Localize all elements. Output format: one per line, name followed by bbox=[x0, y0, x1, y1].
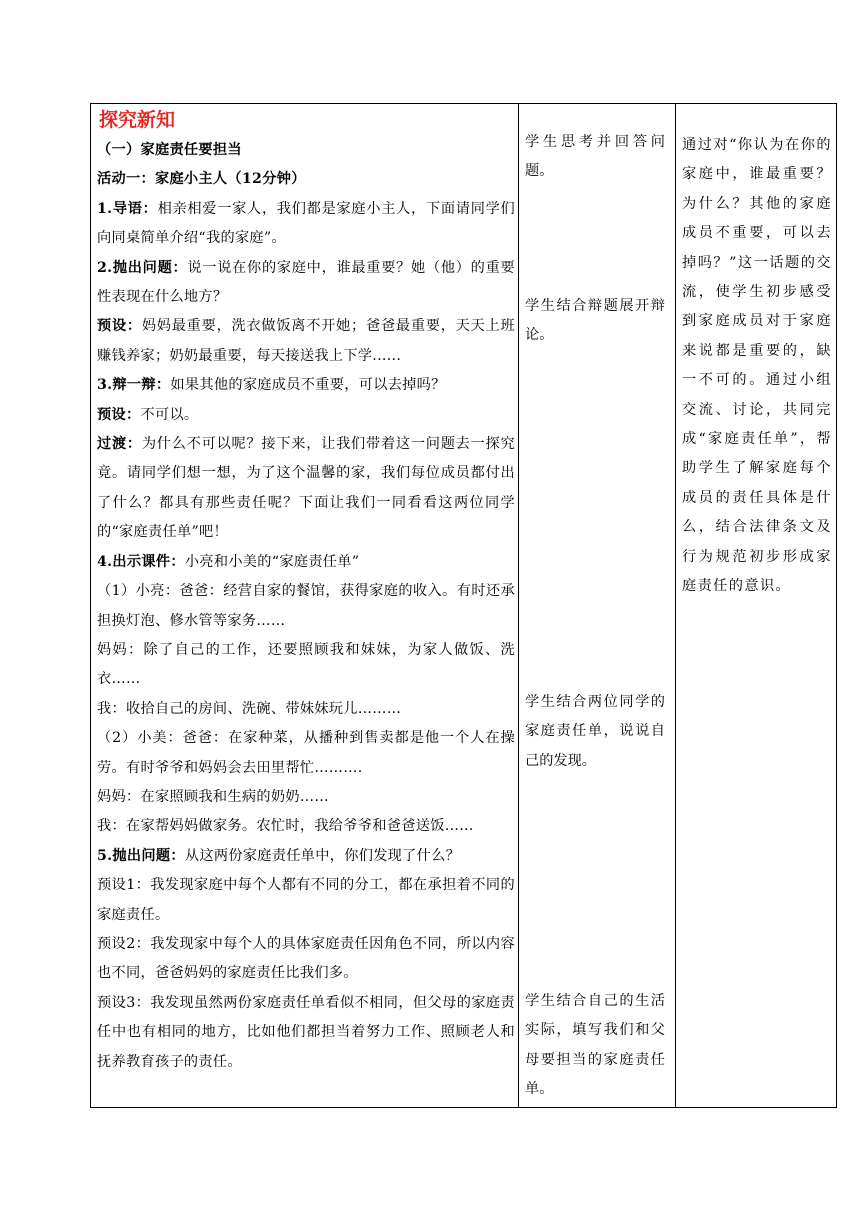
preset-item: 预设1：我发现家庭中每个人都有不同的分工，都在承担着不同的家庭责任。 bbox=[97, 877, 515, 923]
find-text: 从这两份家庭责任单中，你们发现了什么？ bbox=[184, 847, 461, 864]
preset-label: 预设： bbox=[97, 318, 142, 335]
courseware-text: 小亮和小美的“家庭责任单” bbox=[184, 553, 360, 570]
teaching-process-column bbox=[97, 106, 515, 1077]
preset-text: 妈妈最重要，洗衣做饭离不开她；爸爸最重要，天天上班赚钱养家；奶奶最重要，每天接送我上下学...... bbox=[97, 318, 515, 364]
responsibility-item: 我：在家帮妈妈做家务。农忙时，我给爷爷和爸爸送饭…… bbox=[97, 818, 474, 835]
transition-label: 过渡： bbox=[97, 436, 142, 453]
design-intent-text: 通过对“你认为在你的家庭中，谁最重要？为什么？其他的家庭成员不重要，可以去掉吗？”这一话题的交流，使学生初步感受到家庭成员对于家庭来说都是重要的，缺一不可的。通过小组交流、讨论，共同完成“家庭责任单”，帮助学生了解家庭每个成员的责任具体是什么，结合法律条文及行为规范初步形成家庭责任的意识。 bbox=[682, 137, 832, 595]
question-text: 说一说在你的家庭中，谁最重要？她（他）的重要性表现在什么地方？ bbox=[97, 259, 515, 306]
activity-title: 活动一：家庭小主人（12分钟） bbox=[97, 171, 306, 188]
debate-label: 3.辩一辩： bbox=[97, 377, 171, 394]
responsibility-item: 妈妈：除了自己的工作，还要照顾我和妹妹，为家人做饭、洗衣…… bbox=[97, 641, 515, 688]
debate-text: 如果其他的家庭成员不重要，可以去掉吗？ bbox=[170, 377, 446, 394]
responsibility-item: 妈妈：在家照顾我和生病的奶奶…… bbox=[97, 788, 329, 805]
preset-item: 预设2：我发现家中每个人的具体家庭责任因角色不同，所以内容也不同，爸爸妈妈的家庭责任比我们多。 bbox=[97, 935, 515, 982]
responsibility-item: （1）小亮：爸爸：经营自家的餐馆，获得家庭的收入。有时还承担换灯泡、修水管等家务…… bbox=[97, 583, 515, 629]
preset-text: 不可以。 bbox=[140, 406, 199, 423]
find-label: 5.抛出问题： bbox=[97, 847, 185, 864]
preset-paragraph bbox=[97, 312, 515, 371]
column-divider bbox=[675, 104, 676, 1107]
guide-text: 相亲相爱一家人，我们都是家庭小主人，下面请同学们向同桌简单介绍“我的家庭”。 bbox=[97, 200, 516, 247]
question-label: 2.抛出问题： bbox=[97, 259, 188, 276]
question-paragraph bbox=[97, 254, 515, 313]
responsibility-item: （2）小美：爸爸：在家种菜，从播种到售卖都是他一个人在操劳。有时爷爷和妈妈会去田里帮忙………. bbox=[97, 730, 515, 776]
courseware-label: 4.出示课件： bbox=[97, 553, 185, 570]
preset-label: 预设： bbox=[97, 406, 141, 423]
courseware-paragraph bbox=[97, 548, 515, 577]
preset-item: 预设3：我发现虽然两份家庭责任单看似不相同，但父母的家庭责任中也有相同的地方，比如他们都担当着努力工作、照顾老人和抚养教育孩子的责任。 bbox=[97, 994, 515, 1070]
student-activity-item: 学生结合辩题展开辩论。 bbox=[525, 298, 665, 344]
guide-paragraph bbox=[97, 195, 515, 254]
student-activity-item: 学生结合两位同学的家庭责任单，说说自己的发现。 bbox=[525, 694, 665, 769]
lesson-table bbox=[90, 103, 837, 1108]
transition-text: 为什么不可以呢？接下来，让我们带着这一问题去一探究竟。请同学们想一想，为了这个温馨的家，我们每位成员都付出了什么？都具有那些责任呢？下面让我们一同看看这两位同学的“家庭责任单”吧！ bbox=[97, 436, 515, 541]
student-activity-item: 学生结合自己的生活实际，填写我们和父母要担当的家庭责任单。 bbox=[525, 993, 665, 1098]
sub-heading: （一）家庭责任要担当 bbox=[97, 142, 242, 158]
column-divider bbox=[518, 104, 519, 1107]
section-title: 探究新知 bbox=[99, 109, 176, 131]
preset-paragraph bbox=[97, 401, 515, 430]
responsibility-item: 我：收拾自己的房间、洗碗、带妹妹玩儿……… bbox=[97, 700, 402, 717]
guide-label: 1.导语： bbox=[97, 200, 158, 217]
student-activity-item: 学生思考并回答问题。 bbox=[525, 134, 665, 180]
find-paragraph bbox=[97, 842, 515, 871]
debate-paragraph bbox=[97, 371, 515, 400]
transition-paragraph bbox=[97, 430, 515, 548]
